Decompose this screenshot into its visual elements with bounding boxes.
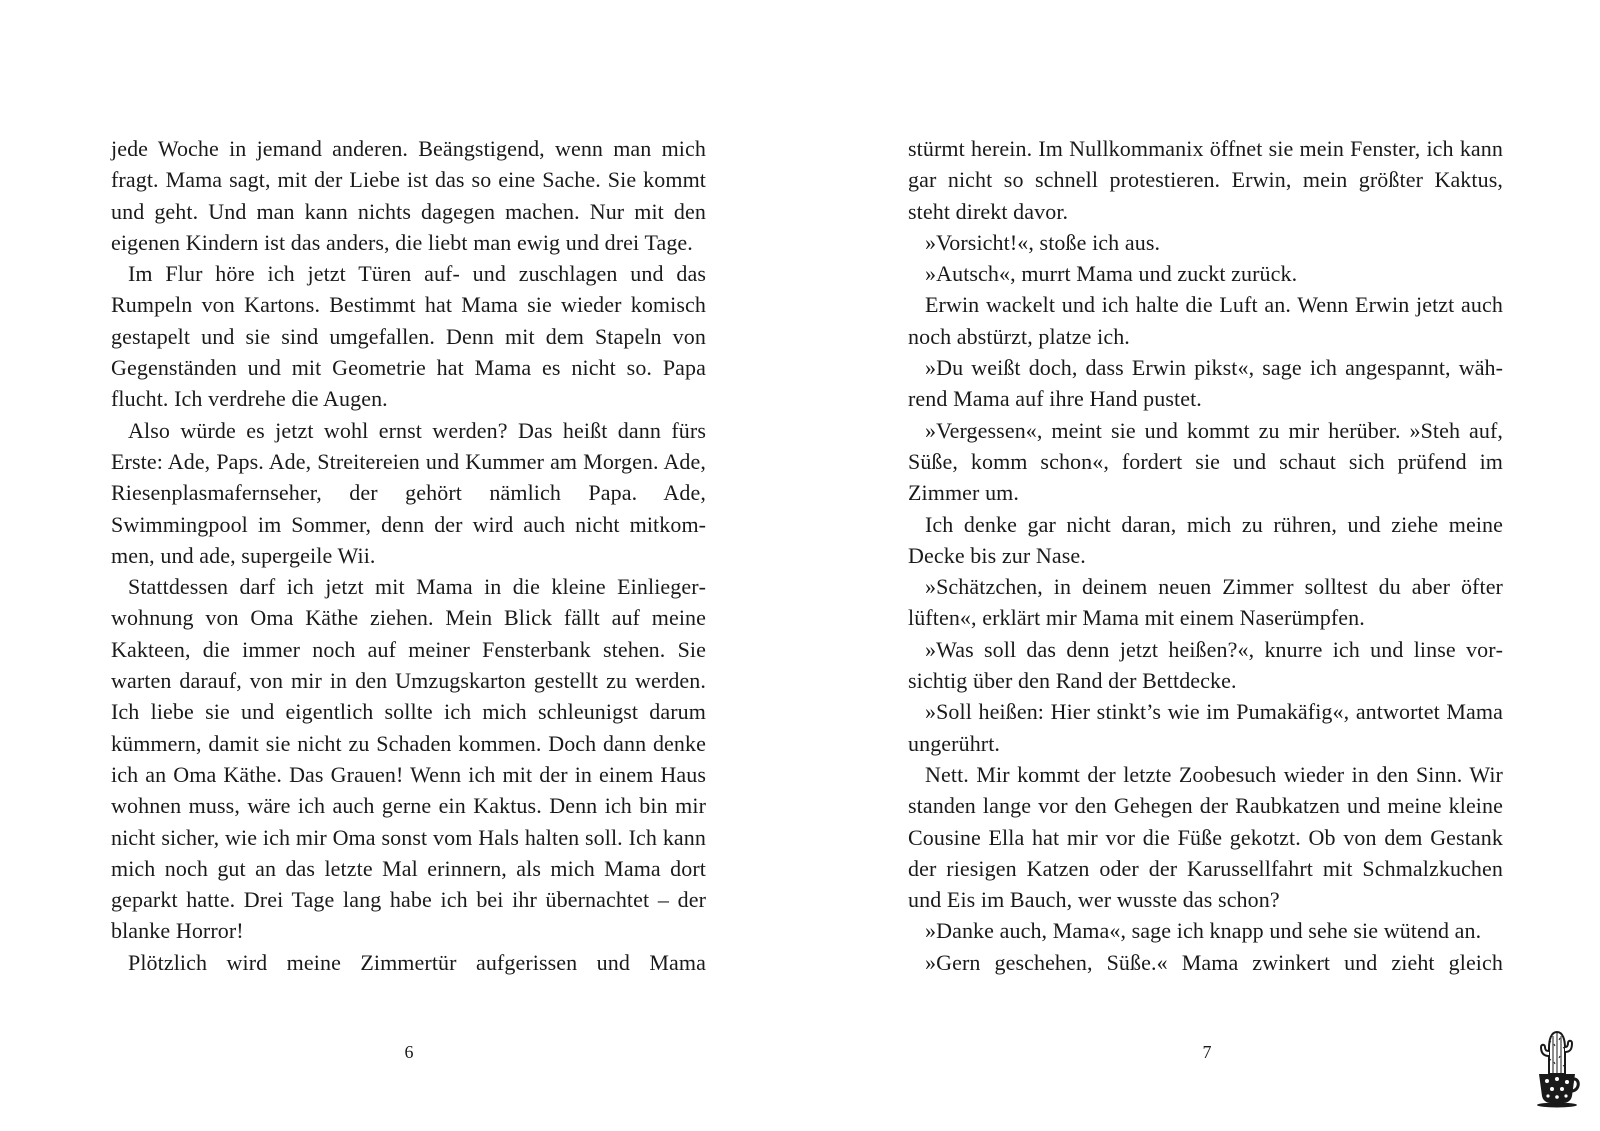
cactus-in-cup-icon <box>1534 1028 1580 1108</box>
paragraph: Ich denke gar nicht daran, mich zu rühren, und ziehe meine Decke bis zur Nase. <box>908 511 1503 568</box>
paragraph: »Schätzchen, in deinem neuen Zimmer solltest du aber öfter lüften«, erklärt mir Mama mit einem Naserümpfen. <box>908 574 1503 631</box>
right-page <box>908 133 1503 978</box>
paragraph: Nett. Mir kommt der letzte Zoobesuch wieder in den Sinn. Wir standen lange vor den Gehegen der Raubkatzen und meine kleine Cousine Ella hat mir vor die Füße gekotzt. Ob von dem Gestank der riesigen Katzen oder der Karussellfahrt mit Schmalzkuchen und Eis im Bauch, wer wusste das schon? <box>908 761 1503 913</box>
paragraph: »Du weißt doch, dass Erwin pikst«, sage ich angespannt, während Mama auf ihre Hand pustet. <box>908 355 1503 412</box>
paragraph: »Danke auch, Mama«, sage ich knapp und sehe sie wütend an. <box>925 918 1482 944</box>
paragraph: »Autsch«, murrt Mama und zuckt zurück. <box>925 261 1298 287</box>
paragraph: »Gern geschehen, Süße.« Mama zwinkert und zieht gleich <box>925 949 1503 975</box>
paragraph: Im Flur höre ich jetzt Türen auf- und zuschlagen und das Rumpeln von Kartons. Bestimmt hat Mama sie wieder komisch gestapelt und sie sind umgefallen. Denn mit dem Stapeln von Gegenständen und mit Geometrie hat Mama es nicht so. Papa flucht. Ich verdrehe die Augen. <box>111 261 706 412</box>
paragraph: »Vorsicht!«, stoße ich aus. <box>925 229 1161 255</box>
page-number-left: 6 <box>404 1042 414 1062</box>
paragraph: »Was soll das denn jetzt heißen?«, knurre ich und linse vorsichtig über den Rand der Bettdecke. <box>908 636 1503 694</box>
left-page <box>111 133 706 978</box>
paragraph: Also würde es jetzt wohl ernst werden? Das heißt dann fürs Erste: Ade, Paps. Ade, Streitereien und Kummer am Morgen. Ade, Riesenplasmafernseher, der gehört nämlich Papa. Ade, Swimmingpool im Sommer, denn der wird auch nicht mitkommen, und ade, supergeile Wii. <box>111 417 706 568</box>
paragraph: »Vergessen«, meint sie und kommt zu mir herüber. »Steh auf, Süße, komm schon«, fordert sie und schaut sich prüfend im Zimmer um. <box>908 417 1503 506</box>
paragraph: Stattdessen darf ich jetzt mit Mama in die kleine Einliegerwohnung von Oma Käthe ziehen. Mein Blick fällt auf meine Kakteen, die immer noch auf meiner Fensterbank stehen. Sie warten darauf, von mir in den Umzugskarton gestellt zu werden. Ich liebe sie und eigentlich sollte ich mich schleunigst darum kümmern, damit sie nicht zu Schaden kommen. Doch dann denke ich an Oma Käthe. Das Grauen! Wenn ich mit der in einem Haus wohnen muss, wäre ich auch gerne ein Kaktus. Denn ich bin mir nicht sicher, wie ich mir Oma sonst vom Hals halten soll. Ich kann mich noch gut an das letzte Mal erinnern, als mich Mama dort geparkt hatte. Drei Tage lang habe ich bei ihr übernachtet – der blanke Horror! <box>111 574 706 944</box>
paragraph: jede Woche in jemand anderen. Beängstigend, wenn man mich fragt. Mama sagt, mit der Liebe ist das so eine Sache. Sie kommt und geht. Und man kann nichts dagegen machen. Nur mit den eigenen Kindern ist das anders, die liebt man ewig und drei Tage. <box>111 136 706 255</box>
page-number-right: 7 <box>1202 1042 1212 1062</box>
paragraph: stürmt herein. Im Nullkommanix öffnet sie mein Fenster, ich kann gar nicht so schnell protestieren. Erwin, mein größter Kaktus, steht direkt davor. <box>908 136 1503 224</box>
paragraph: »Soll heißen: Hier stinkt’s wie im Pumakäfig«, antwortet Mama ungerührt. <box>908 699 1503 756</box>
paragraph: Plötzlich wird meine Zimmertür aufgerissen und Mama <box>128 949 706 975</box>
paragraph: Erwin wackelt und ich halte die Luft an. Wenn Erwin jetzt auch noch abstürzt, platze ich. <box>908 292 1503 349</box>
